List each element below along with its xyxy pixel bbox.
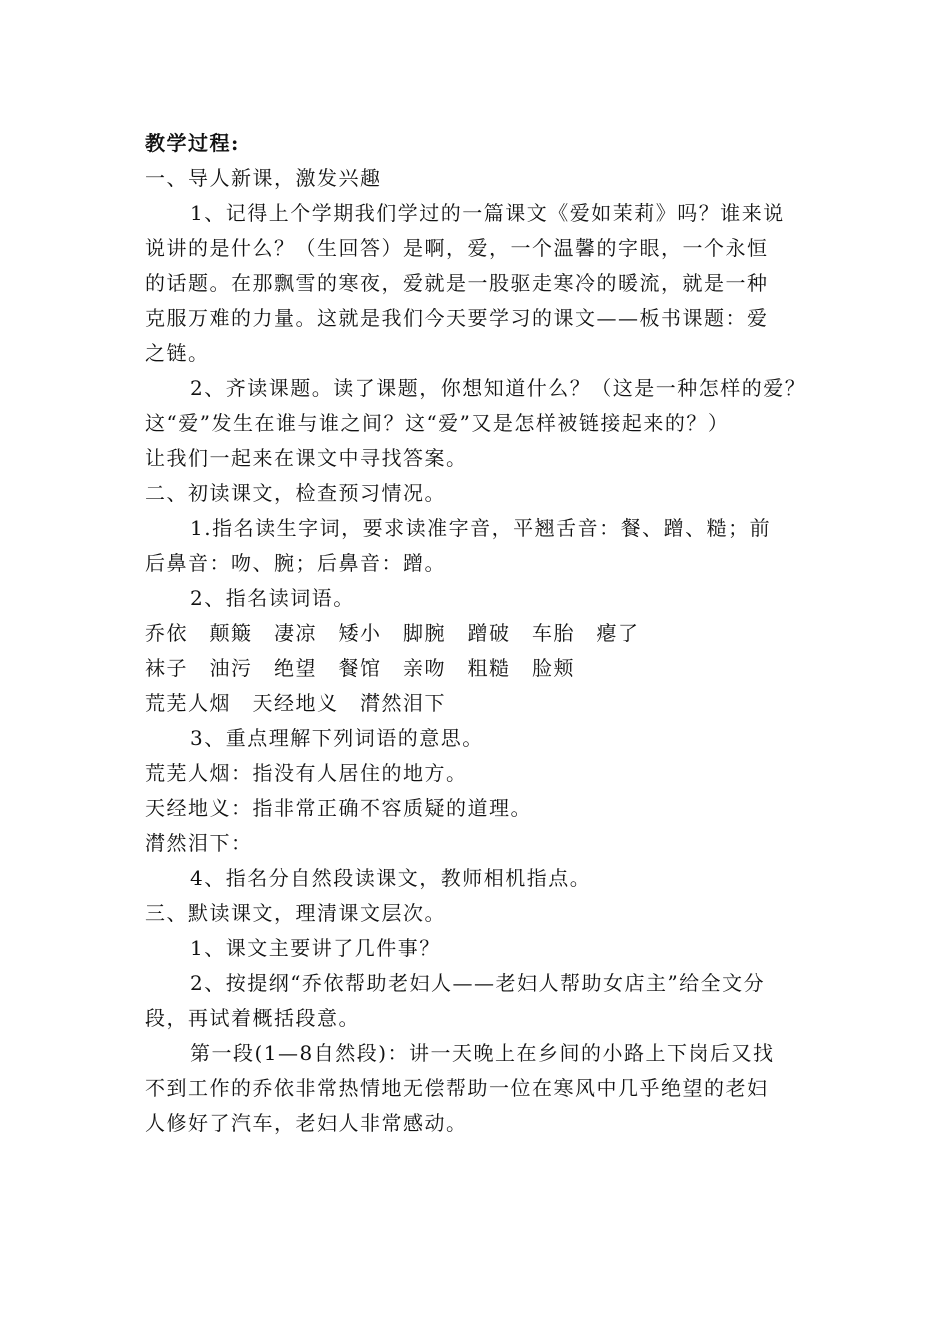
paragraph-line: 2、齐读课题。读了课题，你想知道什么？（这是一种怎样的爱？ [190, 376, 807, 400]
definition-line: 天经地义：指非常正确不容质疑的道理。 [145, 796, 532, 820]
paragraph-line: 第一段(1—8自然段)：讲一天晚上在乡间的小路上下岗后又找 [190, 1041, 775, 1065]
paragraph-line: 1、课文主要讲了几件事？ [190, 936, 441, 960]
paragraph-line: 说讲的是什么？（生回答）是啊，爱，一个温馨的字眼，一个永恒 [145, 236, 769, 260]
definition-line: 潸然泪下： [145, 831, 253, 855]
paragraph-line: 2、按提纲“乔依帮助老妇人——老妇人帮助女店主”给全文分 [190, 971, 766, 995]
section-title: 教学过程: [145, 131, 240, 155]
paragraph-line: 后鼻音：吻、腕；后鼻音：蹭。 [145, 551, 446, 575]
paragraph-line: 的话题。在那飘雪的寒夜，爱就是一股驱走寒冷的暖流，就是一种 [145, 271, 769, 295]
definition-line: 荒芜人烟：指没有人居住的地方。 [145, 761, 468, 785]
paragraph-line: 1、记得上个学期我们学过的一篇课文《爱如茉莉》吗？谁来说 [190, 201, 785, 225]
word-list-row: 乔依 颠簸 凄凉 矮小 脚腕 蹭破 车胎 瘪了 [145, 621, 640, 645]
paragraph-line: 2、指名读词语。 [190, 586, 355, 610]
paragraph-line: 1.指名读生字词，要求读准字音，平翘舌音：餐、蹭、糙；前 [190, 516, 772, 540]
word-list-row: 袜子 油污 绝望 餐馆 亲吻 粗糙 脸颊 [145, 656, 575, 680]
paragraph-line: 3、重点理解下列词语的意思。 [190, 726, 484, 750]
word-list-row: 荒芜人烟 天经地义 潸然泪下 [145, 691, 446, 715]
paragraph-line: 克服万难的力量。这就是我们今天要学习的课文——板书课题：爱 [145, 306, 769, 330]
heading-3: 三、默读课文，理清课文层次。 [145, 901, 446, 925]
heading-1: 一、导人新课，激发兴趣 [145, 166, 382, 190]
paragraph-line: 这“爱”发生在谁与谁之间？这“爱”又是怎样被链接起来的？） [145, 411, 730, 435]
paragraph-line: 之链。 [145, 341, 210, 365]
paragraph-line: 让我们一起来在课文中寻找答案。 [145, 446, 468, 470]
paragraph-line: 不到工作的乔依非常热情地无偿帮助一位在寒风中几乎绝望的老妇 [145, 1076, 769, 1100]
paragraph-line: 段，再试着概括段意。 [145, 1006, 360, 1030]
paragraph-line: 人修好了汽车，老妇人非常感动。 [145, 1111, 468, 1135]
paragraph-line: 4、指名分自然段读课文，教师相机指点。 [190, 866, 592, 890]
heading-2: 二、初读课文，检查预习情况。 [145, 481, 446, 505]
